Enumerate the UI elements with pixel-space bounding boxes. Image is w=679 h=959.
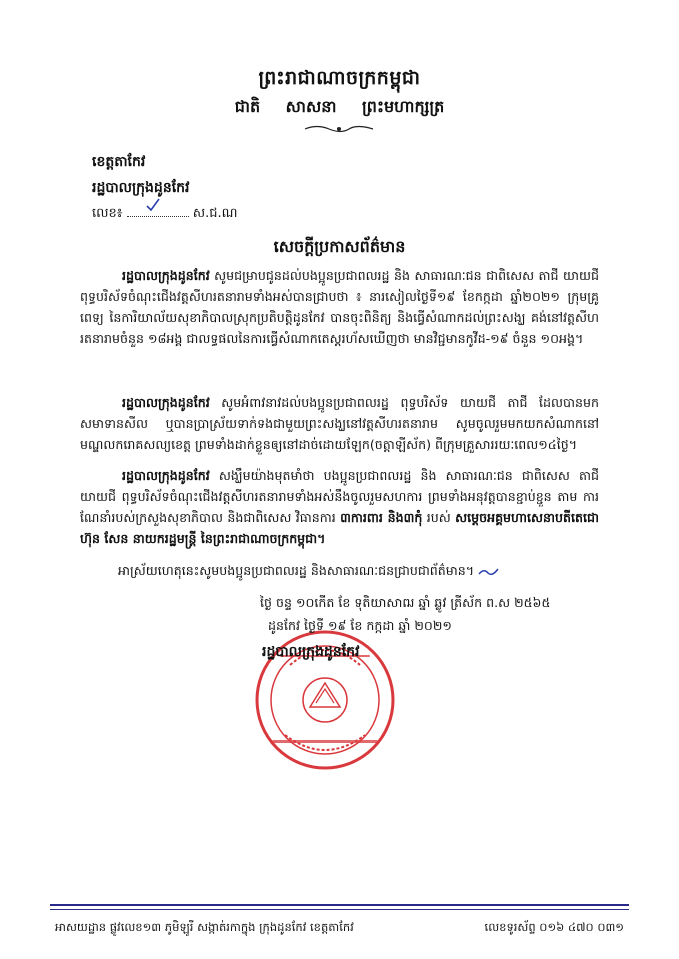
paragraph-2-lead: រដ្ឋបាលក្រុងដូនកែវ (122, 395, 210, 410)
paragraph-2-text: សូមអំពាវនាវដល់បងប្អូនប្រជាពលរដ្ឋ ពុទ្ធបរិស័ទ យាយជី តាជី ដែលបានមក សមាទានសីល ឬបានប្រាស្រ័យទាក់ទងជាមួយព្រះសង្ឃនៅវត្តសីហរតនារាម សូមចូលរួមមកយកសំណាកនៅ មណ្ឌលករោគសល្យខេត្ត ព្រមទាំងដាក់ខ្លួនឲ្យនៅដាច់ដោយឡែក(ចត្តាឡីស័ក) ពីក្រុមគ្រួសាររយៈពេល១៤ថ្ងៃ។ (80, 395, 599, 452)
paragraph-3-prime-minister: សម្តេចអគ្គមហាសេនាបតីតេជោ ហ៊ុន សែន នាយករដ្ឋមន្ត្រី នៃព្រះរាជាណាចក្រកម្ពុជា។ (80, 510, 599, 546)
paragraph-4 (118, 563, 500, 582)
footer-address: អាសយដ្ឋាន ផ្លូវលេខ១៣ ភូមិឡូរី សង្កាត់រកាក្នុង ក្រុងដូនកែវ ខេត្តតាកែវ (55, 920, 354, 934)
lunar-date: ថ្ងៃ ចន្ទ ១០កើត ខែ ទុតិយាសាឍ ឆ្នាំ ឆ្លូវ ត្រីស័ក ព.ស ២៥៦៥ (260, 595, 551, 610)
paragraph-3 (80, 465, 599, 549)
paragraph-2 (80, 392, 599, 455)
handwritten-mark-icon (145, 197, 161, 213)
document-title: សេចក្តីប្រកាសព័ត៌មាន (273, 237, 406, 256)
paragraph-1 (80, 265, 599, 349)
province-name: ខេត្តតាកែវ (92, 154, 146, 170)
motto-word-nation: ជាតិ (234, 97, 261, 116)
paragraph-3-text: សង្ឃឹមយ៉ាងមុតមាំថា បងប្អូនប្រជាពលរដ្ឋ និង សាធារណៈជន ជាពិសេស តាជី យាយជី ពុទ្ធបរិស័ទចំណុះជើងវត្តសីហរតនារាមទាំងអស់នឹងចូលរួមសហការ ព្រមទាំងអនុវត្តបានខ្ជាប់ខ្ជួន តាម ការណែនាំរបស់ក្រសួងសុខាភិបាល និងជាពិសេស វិធានការ (80, 468, 599, 525)
paragraph-3-mid: របស់ (422, 510, 456, 525)
ref-number-blank (127, 205, 189, 217)
paragraph-3-lead: រដ្ឋបាលក្រុងដូនកែវ (122, 468, 210, 483)
ref-prefix: លេខ៖ (92, 206, 123, 221)
footer-rule-thick (50, 904, 629, 906)
ref-suffix: ស.ជ.ណ (192, 206, 238, 221)
paragraph-4-text: អាស្រ័យហេតុនេះសូមបងប្អូនប្រជាពលរដ្ឋ និងសាធារណៈជនជ្រាបជាព័ត៌មាន។ (118, 563, 475, 578)
signatory-title: រដ្ឋបាលក្រុងដូនកែវ (262, 644, 360, 660)
footer-phone: លេខទូរស័ព្ទ ០១៦ ៤៧០ ០៣១ (484, 920, 624, 934)
motto-word-king: ព្រះមហាក្សត្រ (362, 97, 445, 116)
ornament-divider (303, 124, 375, 134)
solar-date: ដូនកែវ ថ្ងៃទី ១៩ ខែ កក្កដា ឆ្នាំ ២០២១ (268, 618, 452, 633)
reference-number (92, 205, 238, 224)
national-motto (0, 96, 679, 120)
kingdom-heading: ព្រះរាជាណាចក្រកម្ពុជា (258, 67, 421, 89)
initial-mark-icon (478, 566, 500, 578)
motto-word-religion: សាសនា (285, 97, 337, 116)
paragraph-1-lead: រដ្ឋបាលក្រុងដូនកែវ (122, 268, 210, 283)
paragraph-3-measures: ៣ការពារ និង៣កុំ (340, 510, 423, 525)
paragraph-1-text: សូមជម្រាបជូនដល់បងប្អូនប្រជាពលរដ្ឋ និង សាធារណៈជន ជាពិសេស តាជី យាយជី ពុទ្ធបរិស័ទចំណុះជើងវត្តសីហរតនារាមទាំងអស់បានជ្រាបថា ៖ នារសៀលថ្ងៃទី១៩ ខែកក្កដា ឆ្នាំ២០២១ ក្រុមគ្រូពេទ្យ នៃការិយាល័យសុខាភិបាលស្រុកប្រតិបត្តិដូនកែវ បានចុះពិនិត្យ និងធ្វើសំណាកដល់ព្រះសង្ឃ គង់នៅវត្តសីហរតនារាមចំនួន ១៨អង្គ ជាលទ្ធផលនៃការធ្វើសំណាកតេស្តរហ័សឃើញថា មានវិជ្ជមានកូវីដ-១៩ ចំនួន ១០អង្គ។ (80, 268, 599, 346)
administration-name: រដ្ឋបាលក្រុងដូនកែវ (92, 180, 190, 196)
footer-rule-thin (50, 909, 629, 910)
